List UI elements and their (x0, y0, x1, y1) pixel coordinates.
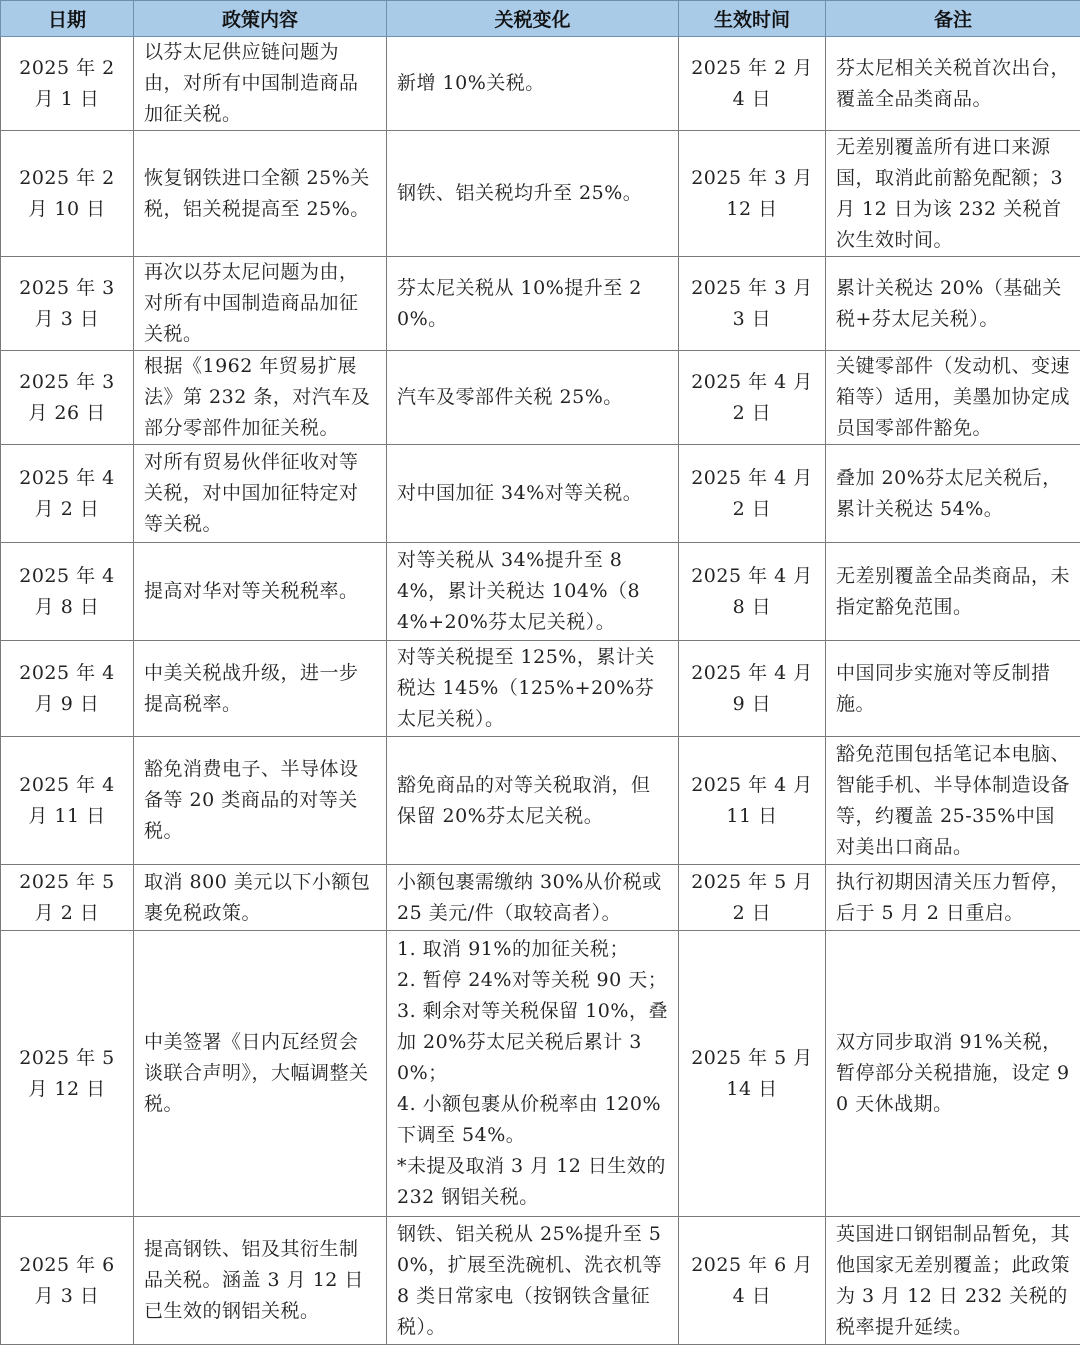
cell-tariff-change: 新增 10%关税。 (387, 37, 679, 131)
list-line: 3. 剩余对等关税保留 10%，叠加 20%芬太尼关税后累计 30%； (397, 1000, 668, 1084)
table-row (1, 737, 1080, 865)
table-header-row (1, 1, 1080, 37)
cell-notes: 芬太尼相关关税首次出台，覆盖全品类商品。 (826, 37, 1080, 131)
list-line: 4. 小额包裹从价税率由 120%下调至 54%。 (397, 1093, 662, 1146)
cell-policy: 提高钢铁、铝及其衍生制品关税。涵盖 3 月 12 日已生效的钢铝关税。 (134, 1217, 387, 1345)
cell-effective-date: 2025 年 5 月 14 日 (679, 931, 826, 1217)
cell-notes: 豁免范围包括笔记本电脑、智能手机、半导体制造设备等，约覆盖 25-35%中国对美出口商品。 (826, 737, 1080, 865)
cell-date: 2025 年 4 月 11 日 (1, 737, 134, 865)
cell-date: 2025 年 4 月 2 日 (1, 445, 134, 543)
header-date: 日期 (1, 1, 134, 37)
cell-date: 2025 年 4 月 8 日 (1, 543, 134, 641)
cell-date: 2025 年 5 月 2 日 (1, 865, 134, 931)
table-row (1, 37, 1080, 131)
cell-notes: 双方同步取消 91%关税，暂停部分关税措施，设定 90 天休战期。 (826, 931, 1080, 1217)
table-row (1, 641, 1080, 737)
table-row (1, 543, 1080, 641)
cell-effective-date: 2025 年 2 月 4 日 (679, 37, 826, 131)
cell-effective-date: 2025 年 6 月 4 日 (679, 1217, 826, 1345)
cell-date: 2025 年 4 月 9 日 (1, 641, 134, 737)
cell-effective-date: 2025 年 4 月 9 日 (679, 641, 826, 737)
cell-date: 2025 年 6 月 3 日 (1, 1217, 134, 1345)
cell-tariff-change: 豁免商品的对等关税取消，但保留 20%芬太尼关税。 (387, 737, 679, 865)
cell-notes: 关键零部件（发动机、变速箱等）适用，美墨加协定成员国零部件豁免。 (826, 351, 1080, 445)
cell-effective-date: 2025 年 5 月 2 日 (679, 865, 826, 931)
cell-notes: 无差别覆盖全品类商品，未指定豁免范围。 (826, 543, 1080, 641)
cell-notes: 英国进口钢铝制品暂免，其他国家无差别覆盖；此政策为 3 月 12 日 232 关税的税率提升延续。 (826, 1217, 1080, 1345)
list-line: 2. 暂停 24%对等关税 90 天； (397, 969, 668, 991)
cell-policy: 根据《1962 年贸易扩展法》第 232 条，对汽车及部分零部件加征关税。 (134, 351, 387, 445)
cell-tariff-change: 对等关税提至 125%，累计关税达 145%（125%+20%芬太尼关税）。 (387, 641, 679, 737)
list-line: *未提及取消 3 月 12 日生效的 232 钢铝关税。 (397, 1155, 666, 1208)
list-line: 1. 取消 91%的加征关税； (397, 938, 629, 960)
cell-notes: 执行初期因清关压力暂停，后于 5 月 2 日重启。 (826, 865, 1080, 931)
cell-policy: 恢复钢铁进口全额 25%关税，铝关税提高至 25%。 (134, 131, 387, 257)
cell-date: 2025 年 3 月 26 日 (1, 351, 134, 445)
cell-tariff-change (387, 931, 679, 1217)
cell-policy: 提高对华对等关税税率。 (134, 543, 387, 641)
table-row (1, 445, 1080, 543)
cell-date: 2025 年 2 月 1 日 (1, 37, 134, 131)
table-row (1, 131, 1080, 257)
cell-policy: 豁免消费电子、半导体设备等 20 类商品的对等关税。 (134, 737, 387, 865)
cell-notes: 中国同步实施对等反制措施。 (826, 641, 1080, 737)
cell-tariff-change: 钢铁、铝关税均升至 25%。 (387, 131, 679, 257)
cell-date: 2025 年 3 月 3 日 (1, 257, 134, 351)
table-row (1, 865, 1080, 931)
table-body (1, 37, 1080, 1345)
table-row (1, 257, 1080, 351)
cell-notes: 无差别覆盖所有进口来源国，取消此前豁免配额；3 月 12 日为该 232 关税首次生效时间。 (826, 131, 1080, 257)
table-row (1, 1217, 1080, 1345)
cell-date: 2025 年 5 月 12 日 (1, 931, 134, 1217)
table-row (1, 931, 1080, 1217)
cell-policy: 中美关税战升级，进一步提高税率。 (134, 641, 387, 737)
cell-policy: 取消 800 美元以下小额包裹免税政策。 (134, 865, 387, 931)
cell-notes: 叠加 20%芬太尼关税后，累计关税达 54%。 (826, 445, 1080, 543)
cell-policy: 对所有贸易伙伴征收对等关税，对中国加征特定对等关税。 (134, 445, 387, 543)
cell-date: 2025 年 2 月 10 日 (1, 131, 134, 257)
header-policy: 政策内容 (134, 1, 387, 37)
cell-tariff-change: 对等关税从 34%提升至 84%，累计关税达 104%（84%+20%芬太尼关税）。 (387, 543, 679, 641)
cell-effective-date: 2025 年 4 月 11 日 (679, 737, 826, 865)
cell-policy: 以芬太尼供应链问题为由，对所有中国制造商品加征关税。 (134, 37, 387, 131)
header-effective-date: 生效时间 (679, 1, 826, 37)
cell-effective-date: 2025 年 4 月 2 日 (679, 445, 826, 543)
cell-tariff-change: 汽车及零部件关税 25%。 (387, 351, 679, 445)
header-tariff-change: 关税变化 (387, 1, 679, 37)
table-row (1, 351, 1080, 445)
cell-tariff-change: 对中国加征 34%对等关税。 (387, 445, 679, 543)
cell-effective-date: 2025 年 3 月 3 日 (679, 257, 826, 351)
cell-tariff-change: 钢铁、铝关税从 25%提升至 50%，扩展至洗碗机、洗衣机等 8 类日常家电（按钢铁含量征税）。 (387, 1217, 679, 1345)
header-notes: 备注 (826, 1, 1080, 37)
cell-effective-date: 2025 年 4 月 8 日 (679, 543, 826, 641)
cell-tariff-change: 芬太尼关税从 10%提升至 20%。 (387, 257, 679, 351)
cell-policy: 再次以芬太尼问题为由，对所有中国制造商品加征关税。 (134, 257, 387, 351)
cell-effective-date: 2025 年 4 月 2 日 (679, 351, 826, 445)
cell-notes: 累计关税达 20%（基础关税+芬太尼关税）。 (826, 257, 1080, 351)
cell-effective-date: 2025 年 3 月 12 日 (679, 131, 826, 257)
cell-policy: 中美签署《日内瓦经贸会谈联合声明》，大幅调整关税。 (134, 931, 387, 1217)
cell-tariff-change: 小额包裹需缴纳 30%从价税或 25 美元/件（取较高者）。 (387, 865, 679, 931)
